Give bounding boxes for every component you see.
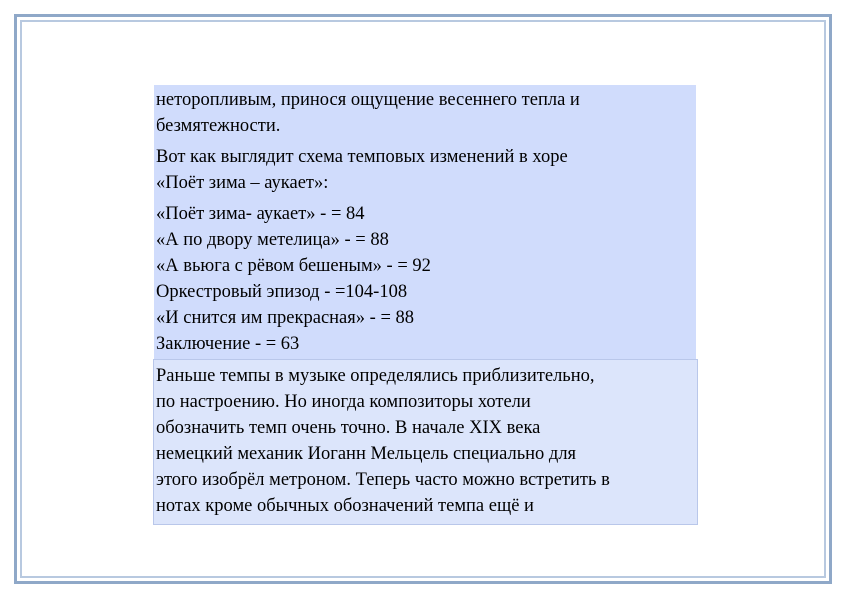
scheme-heading-paragraph (156, 144, 694, 196)
text-line: этого изобрёл метроном. Теперь часто можно встретить в (156, 470, 610, 490)
text-line: неторопливым, принося ощущение весеннего тепла и (156, 90, 580, 110)
text-line: по настроению. Но иногда композиторы хотели (156, 392, 531, 412)
text-line: немецкий механик Иоганн Мельцель специально для (156, 444, 577, 464)
tempo-text-block (154, 85, 696, 359)
text-line: «Поёт зима – аукает»: (156, 173, 329, 193)
text-line: обозначить темп очень точно. В начале XIX века (156, 418, 541, 438)
intro-paragraph (156, 87, 694, 139)
tempo-list-item: Оркестровый эпизод - =104-108 (156, 282, 408, 302)
text-line: нотах кроме обычных обозначений темпа ещё и (156, 496, 534, 516)
tempo-list-item: «Поёт зима- аукает» - = 84 (156, 204, 365, 224)
text-line: Раньше темпы в музыке определялись приблизительно, (156, 366, 595, 386)
metronome-text-block (153, 359, 698, 525)
tempo-list-item: «А по двору метелица» - = 88 (156, 230, 389, 250)
tempo-list-item: Заключение - = 63 (156, 334, 300, 354)
metronome-paragraph (156, 363, 695, 519)
text-line: безмятежности. (156, 116, 281, 136)
tempo-list-item: «А вьюга с рёвом бешеным» - = 92 (156, 256, 431, 276)
tempo-list-item: «И снится им прекрасная» - = 88 (156, 308, 414, 328)
text-line: Вот как выглядит схема темповых изменений в хоре (156, 147, 568, 167)
tempo-list (156, 201, 694, 357)
